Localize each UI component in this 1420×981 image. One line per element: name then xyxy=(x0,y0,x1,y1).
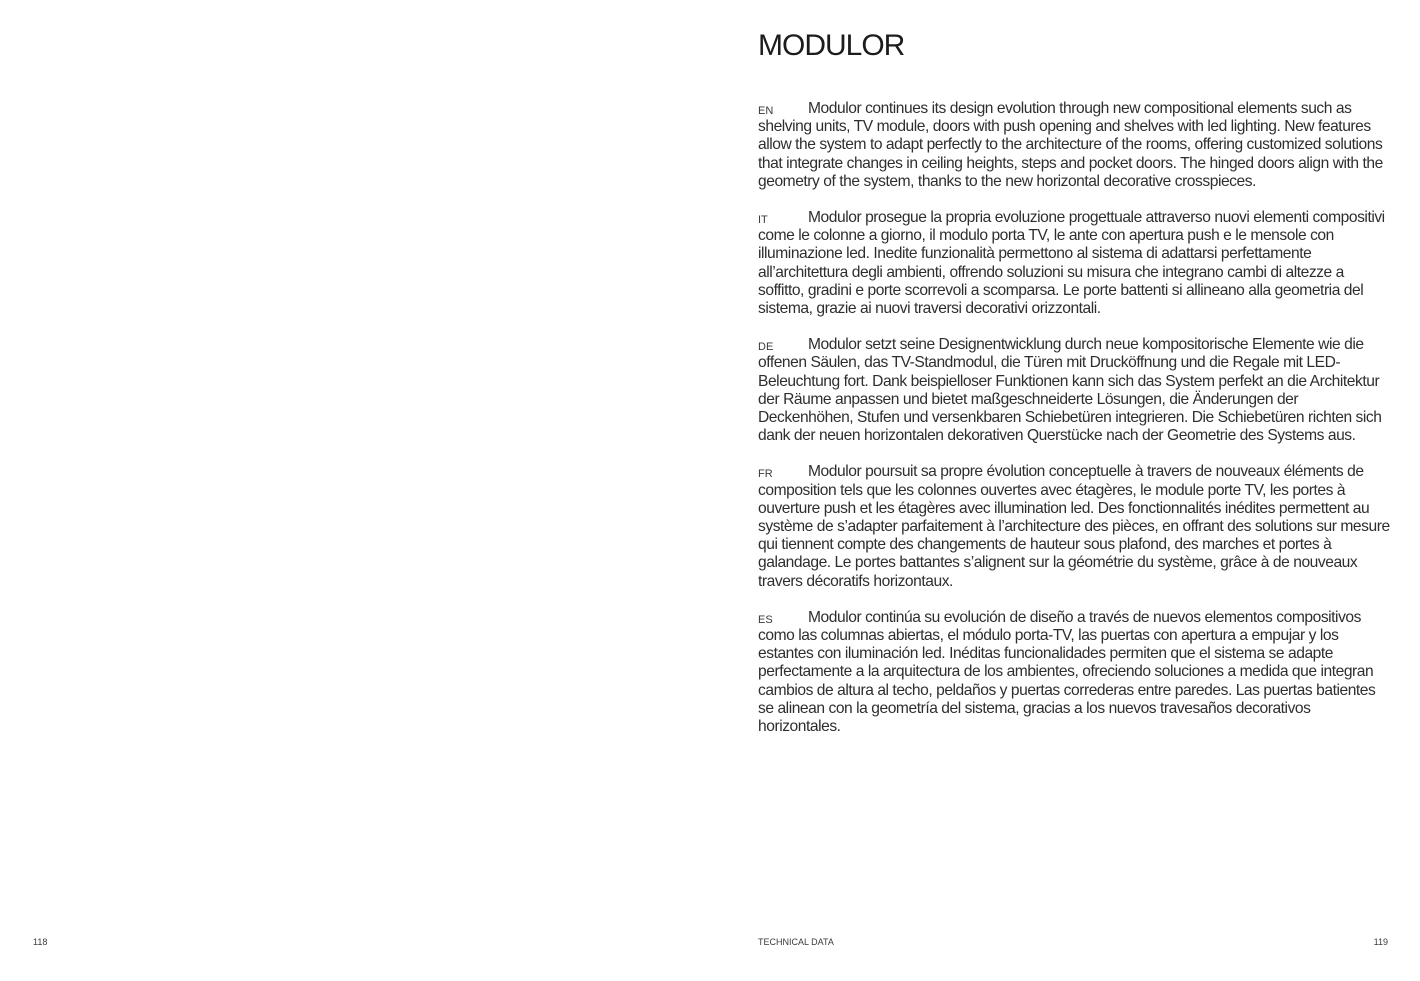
section-text: Modulor continues its design evolution through new compositional elements such as shelving units, TV module, doors with push opening and shelves with led lighting. New features allow the system to adapt perfectly to the architecture of the rooms, offering customized solutions that integrate changes in ceiling heights, steps and pocket doors. The hinged doors align with the geometry of the system, thanks to the new horizontal decorative crosspieces. xyxy=(758,100,1383,190)
language-code: EN xyxy=(758,105,774,117)
section-de xyxy=(758,336,1390,445)
page-title: MODULOR xyxy=(758,29,905,62)
section-en xyxy=(758,100,1390,191)
right-page-number: 119 xyxy=(1373,937,1388,947)
right-page xyxy=(710,0,1420,981)
section-text: Modulor setzt seine Designentwicklung durch neue kompositorische Elemente wie die offenen Säulen, das TV-Standmodul, die Türen mit Drucköffnung und die Regale mit LED-Beleuchtung fort. Dank beispielloser Funktionen kann sich das System perfekt an die Architektur der Räume anpassen und bietet maßgeschneiderte Lösungen, die Änderungen der Deckenhöhen, Stufen und versenkbaren Schiebetüren integrieren. Die Schiebetüren richten sich dank der neuen horizontalen dekorativen Querstücke nach der Geometrie des Systems aus. xyxy=(758,336,1382,445)
section-text: Modulor prosegue la propria evoluzione progettuale attraverso nuovi elementi compositivi come le colonne a giorno, il modulo porta TV, le ante con apertura push e le mensole con illuminazione led. Inedite funzionalità permettono al sistema di adattarsi perfettamente all’architettura degli ambienti, offrendo soluzioni su misura che integrano cambi di altezze a soffitto, gradini e porte scorrevoli a scomparsa. Le porte battenti si allineano alla geometria del sistema, grazie ai nuovi traversi decorativi orizzontali. xyxy=(758,209,1385,318)
language-code: ES xyxy=(758,613,773,626)
section-fr xyxy=(758,463,1390,590)
description-sections xyxy=(758,100,1390,754)
language-code: IT xyxy=(758,214,768,227)
section-es xyxy=(758,609,1390,736)
left-page-number: 118 xyxy=(33,937,48,947)
language-code: DE xyxy=(758,341,774,354)
section-text: Modulor poursuit sa propre évolution conceptuelle à travers de nouveaux éléments de composition tels que les colonnes ouvertes avec étagères, le module porte TV, les portes à ouverture push et les étagères avec illumination led. Des fonctionnalités inédites permettent au système de s’adapter parfaitement à l’architecture des pièces, en offrant des solutions sur mesure qui tiennent compte des changements de hauteur sous plafond, des marches et portes à galandage. Le portes battantes s’alignent sur la géométrie du système, grâce à de nouveaux travers décoratifs horizontaux. xyxy=(758,463,1390,590)
section-it xyxy=(758,209,1390,318)
section-text: Modulor continúa su evolución de diseño a través de nuevos elementos compositivos como las columnas abiertas, el módulo porta-TV, las puertas con apertura a empujar y los estantes con iluminación led. Inéditas funcionalidades permiten que el sistema se adapte perfectamente a la arquitectura de los ambientes, ofreciendo soluciones a medida que integran cambios de altura al techo, peldaños y puertas correderas entre paredes. Las puertas batientes se alinean con la geometría del sistema, gracias a los nuevos travesaños decorativos horizontales. xyxy=(758,608,1376,736)
language-code: FR xyxy=(758,468,773,481)
running-head: TECHNICAL DATA xyxy=(758,937,834,947)
